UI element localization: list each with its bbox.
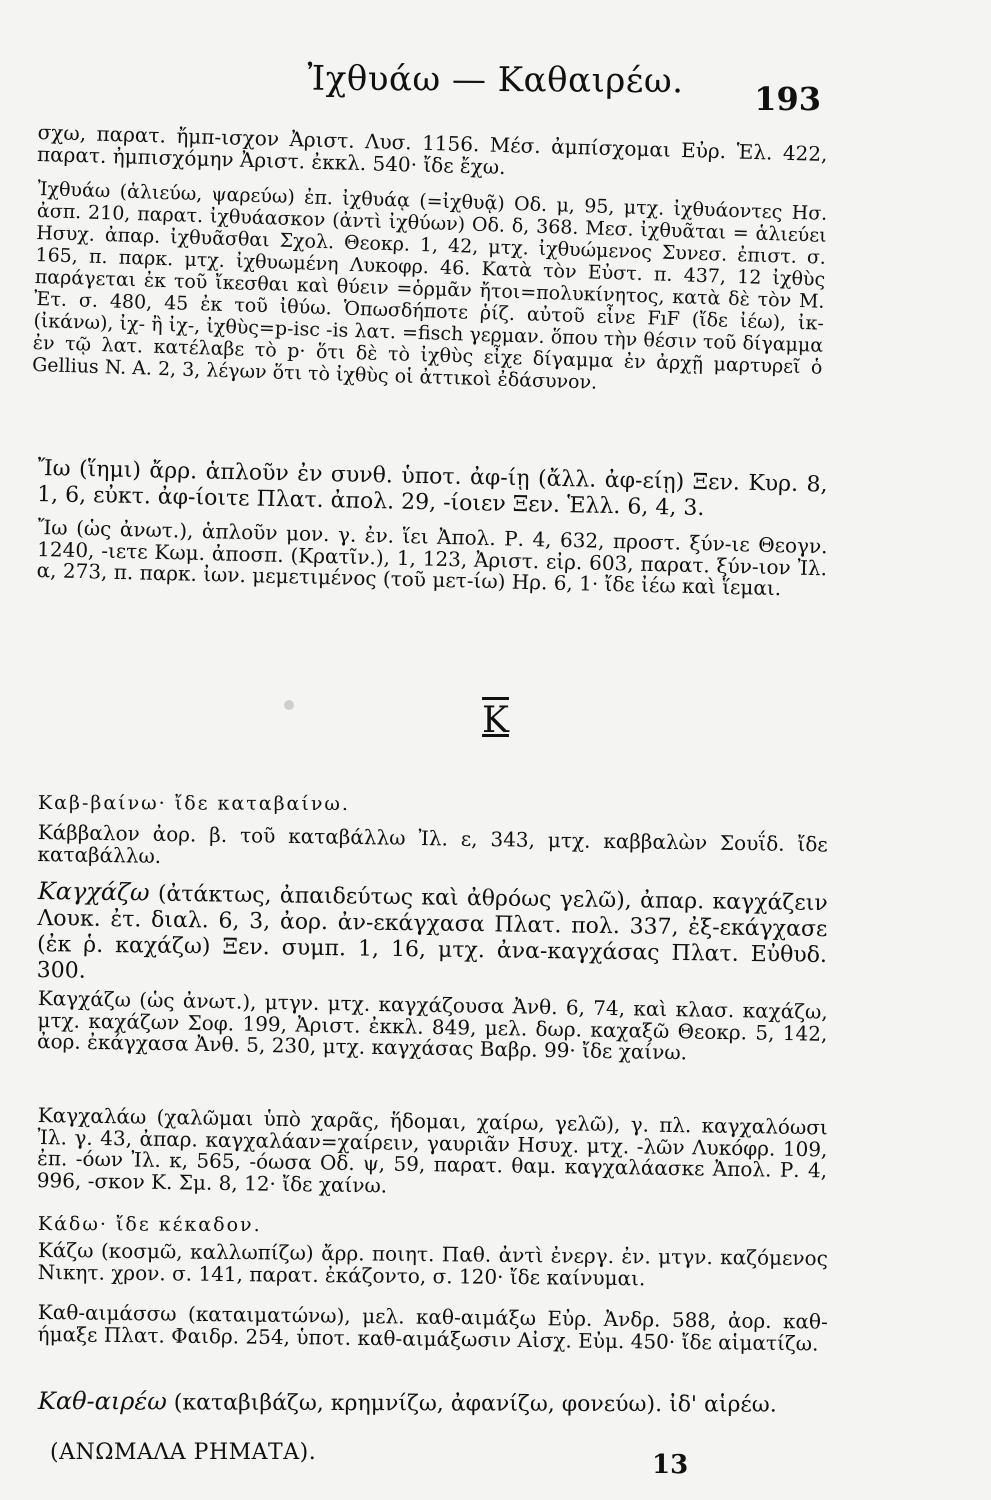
- entry-kagchalao: Καγχαλάω (χαλῶμαι ὑπὸ χαρᾶς, ἥδομαι, χαίρω, γελῶ), γ. πλ. καγχαλόωσι Ἰλ. γ. 43, ἀπαρ. καγχαλάαν=χαίρειν, γαυριᾶν Ησυχ. μτχ. -λῶν Λυκόφρ. 109, ἐπ. -όων Ἰλ. κ, 565, -όωσα Οδ. ψ, 59, παρατ. θαμ. καγχαλάασκε Ἀπολ. Ρ. 4, 996, -σκον Κ. Σμ. 8, 12· ἴδε χαίνω.: [36, 1103, 828, 1197]
- entry-kath-aireo: [38, 1388, 828, 1419]
- entry-ichthyao: Ἰχθυάω (ἁλιεύω, ψαρεύω) ἐπ. ἰχθυάᾳ (=ἰχθυᾷ) Οδ. μ, 95, μτχ. ἰχθυάοντες Ησ. ἀσπ. 210, παρατ. ἰχθυάασκον (ἀντὶ ἰχθύων) Οδ. δ, 368. Μεσ. ἰχθυᾶται = ἁλιεύει Ησυχ. ἀπαρ. ἰχθυᾶσθαι Σχολ. Θεοκρ. 1, 42, μτχ. ἰχθυώμενος Συνεσ. ἐπιστ. σ. 165, π. παρκ. μτχ. ἰχθυωμένη Λυκοφρ. 46. Κατὰ τὸν Εὐστ. π. 437, 12 ἰχθὺς παράγεται ἐκ τοῦ ἴκεσθαι καὶ θύειν =ὁρμᾶν ἤτοι=πολυκίνητος, κατὰ δὲ τὸν Μ. Ἐτ. σ. 480, 45 ἐκ τοῦ ἰθύω. Ὁπωσδήποτε ῥίζ. αὐτοῦ εἶνε FıF (ἴδε ἰέω), ἰκ- (ἰκάνω), ἰχ- ἢ ἰχ-, ἰχθὺς=p-isc -is λατ. =fisch γερμαν. ὅπου τὴν θέσιν τοῦ δίγαμμα ἐν τῷ λατ. κατέλαβε τὸ p· ὅτι δὲ τὸ ἰχθὺς εἶχε δίγαμμα ἐν ἀρχῇ μαρτυρεῖ ὁ Gellius N. A. 2, 3, λέγων ὅτι τὸ ἰχθὺς οἱ ἀττικοὶ ἐδάσυνον.: [31, 178, 828, 394]
- headword: Καγχάζω: [37, 877, 150, 907]
- entry-io-1: Ἴω (ἵημι) ἄρρ. ἁπλοῦν ἐν συνθ. ὑποτ. ἀφ-ίῃ (ἄλλ. ἀφ-είῃ) Ξεν. Κυρ. 8, 1, 6, εὐκτ. ἀφ-ίοιτε Πλατ. ἀπολ. 29, -ίοιεν Ξεν. Ἑλλ. 6, 4, 3.: [36, 456, 828, 521]
- section-letter-heading: Κ: [482, 700, 509, 741]
- headword: Καθ-αιρέω: [37, 1387, 167, 1416]
- entry-kado: Κάδω· ἴδε κέκαδον.: [37, 1213, 262, 1237]
- entry-kazo: Κάζω (κοσμῶ, καλλωπίζω) ἄρρ. ποιητ. Παθ. ἀντὶ ἐνεργ. ἐν. μτγν. καζόμενος Νικητ. χρον. σ. 141, παρατ. ἐκάζοντο, σ. 120· ἴδε καίνυμαι.: [37, 1238, 828, 1290]
- entry-kabbaino: Καβ-βαίνω· ἴδε καταβαίνω.: [37, 792, 350, 816]
- entry-continuation: σχω, παρατ. ἤμπ-ισχον Ἀριστ. Λυσ. 1156. Μέσ. ἀμπίσχομαι Εὐρ. Ἑλ. 422, παρατ. ἠμπισχόμην Ἀριστ. ἐκκλ. 540· ἴδε ἔχω.: [36, 120, 828, 179]
- signature-mark: 13: [652, 1450, 689, 1480]
- entry-kagchazo-2: Καγχάζω (ὡς ἀνωτ.), μτγν. μτχ. καγχάζουσα Ἀνθ. 6, 74, καὶ κλασ. καχάζω, μτχ. καχάζων Σοφ. 199, Ἀριστ. ἐκκλ. 849, μελ. δωρ. καχαξῶ Θεοκρ. 5, 142, ἀορ. ἐκάγχασα Ἀνθ. 5, 230, μτχ. καγχάσας Βαβρ. 99· ἴδε χαίνω.: [36, 986, 828, 1065]
- page-title: Ἰχθυάω — Καθαιρέω.: [307, 58, 684, 102]
- entry-kabbalon: Κάββαλον ἀορ. β. τοῦ καταβάλλω Ἰλ. ε, 343, μτχ. καββαλὼν Σουΐδ. ἴδε καταβάλλω.: [37, 820, 828, 868]
- entry-body: (καταβιβάζω, κρημνίζω, ἀφανίζω, φονεύω). ἰδ' αἱρέω.: [173, 1390, 777, 1418]
- entry-io-2: Ἴω (ὡς ἀνωτ.), ἁπλοῦν μον. γ. ἐν. ἵει Ἀπολ. Ρ. 4, 632, προστ. ξύν-ιε Θεογν. 1240, -ιετε Κωμ. ἀποσπ. (Κρατῖν.), 1, 123, Ἀριστ. εἰρ. 603, παρατ. ξύν-ιον Ἰλ. α, 273, π. παρκ. ἰων. μεμετιμένος (τοῦ μετ-ίω) Ηρ. 6, 1· ἴδε ἰέω καὶ ἵεμαι.: [36, 515, 828, 601]
- entry-body: (ἀτάκτως, ἀπαιδεύτως καὶ ἀθρόως γελῶ), ἀπαρ. καγχάζειν Λουκ. ἐτ. διαλ. 6, 3, ἀορ. ἀν-εκάγχασα Πλατ. πολ. 337, ἐξ-εκάγχασε (ἐκ ῥ. καχάζω) Ξεν. συμπ. 1, 16, μτχ. ἀνα-καγχάσας Πλατ. Εὐθυδ. 300.: [36, 881, 828, 984]
- entry-kagchazo-1: [37, 878, 828, 995]
- footer-section-label: (ΑΝΩΜΑΛΑ ΡΗΜΑΤΑ).: [50, 1440, 317, 1465]
- page-number: 193: [754, 80, 821, 118]
- entry-kath-aimasso: Καθ-αιμάσσω (καταιματώνω), μελ. καθ-αιμάξω Εὐρ. Ἀνδρ. 588, ἀορ. καθ-ήμαξε Πλατ. Φαιδρ. 254, ὑποτ. καθ-αιμάξωσιν Αἰσχ. Εὐμ. 450· ἴδε αἱματίζω.: [37, 1300, 828, 1356]
